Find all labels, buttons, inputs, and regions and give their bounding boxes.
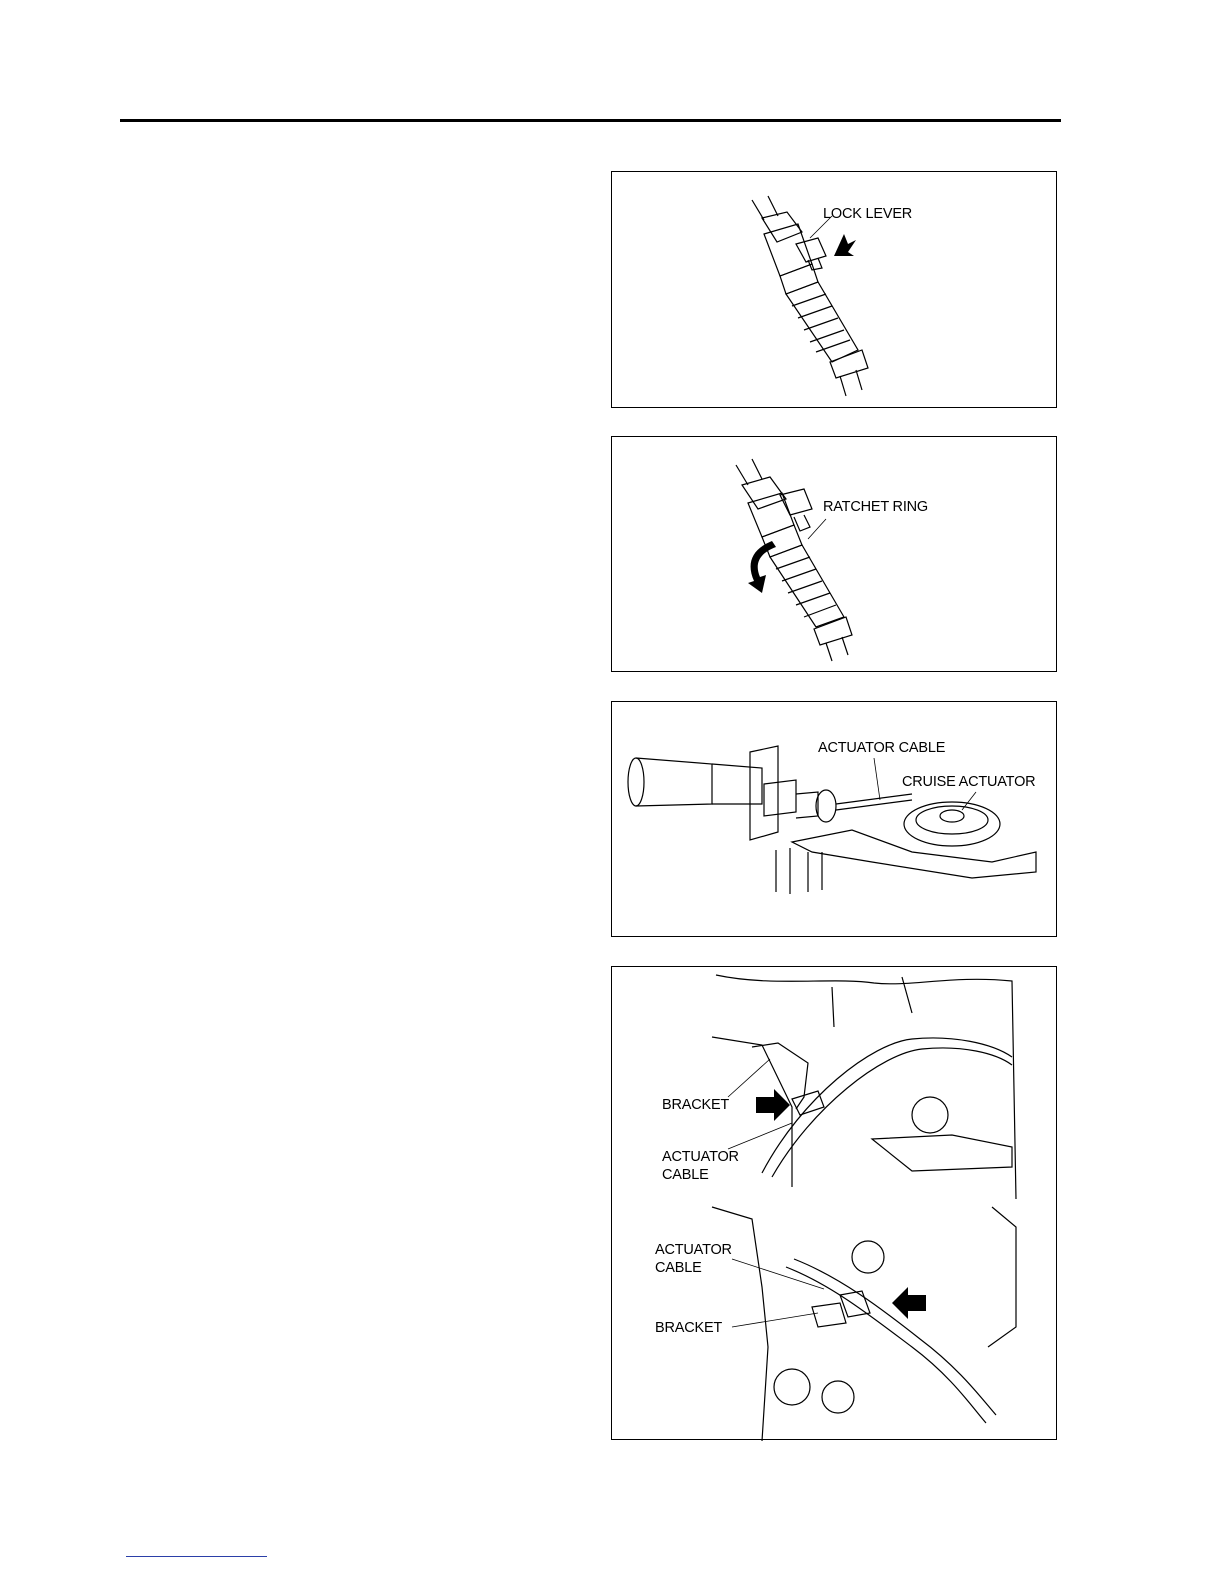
figure-cruise-actuator — [611, 701, 1057, 937]
label-lock-lever: LOCK LEVER — [823, 206, 913, 222]
top-horizontal-rule — [120, 119, 1061, 122]
label-bracket-bottom: BRACKET — [655, 1320, 723, 1336]
footer-link-underline — [126, 1556, 267, 1557]
label-bracket-top: BRACKET — [662, 1097, 730, 1113]
lock-lever-arrow — [834, 234, 856, 256]
ratchet-ring-rotation-arrow — [748, 541, 776, 593]
figure-lock-lever — [611, 171, 1057, 408]
label-cruise-actuator: CRUISE ACTUATOR — [902, 774, 1036, 790]
label-actuator-bottom: ACTUATOR — [655, 1242, 732, 1258]
cable-bracket-illustration — [612, 967, 1058, 1441]
cruise-actuator-illustration — [612, 702, 1058, 938]
figure-cable-bracket — [611, 966, 1057, 1440]
label-cable-top: CABLE — [662, 1167, 709, 1183]
ratchet-ring-illustration — [612, 437, 1058, 673]
label-ratchet-ring: RATCHET RING — [823, 499, 929, 515]
bracket-arrow-bottom — [892, 1287, 926, 1319]
label-actuator-top: ACTUATOR — [662, 1149, 739, 1165]
label-actuator-cable: ACTUATOR CABLE — [818, 740, 946, 756]
figure-ratchet-ring — [611, 436, 1057, 672]
label-cable-bottom: CABLE — [655, 1260, 702, 1276]
bracket-arrow-top — [756, 1089, 790, 1121]
